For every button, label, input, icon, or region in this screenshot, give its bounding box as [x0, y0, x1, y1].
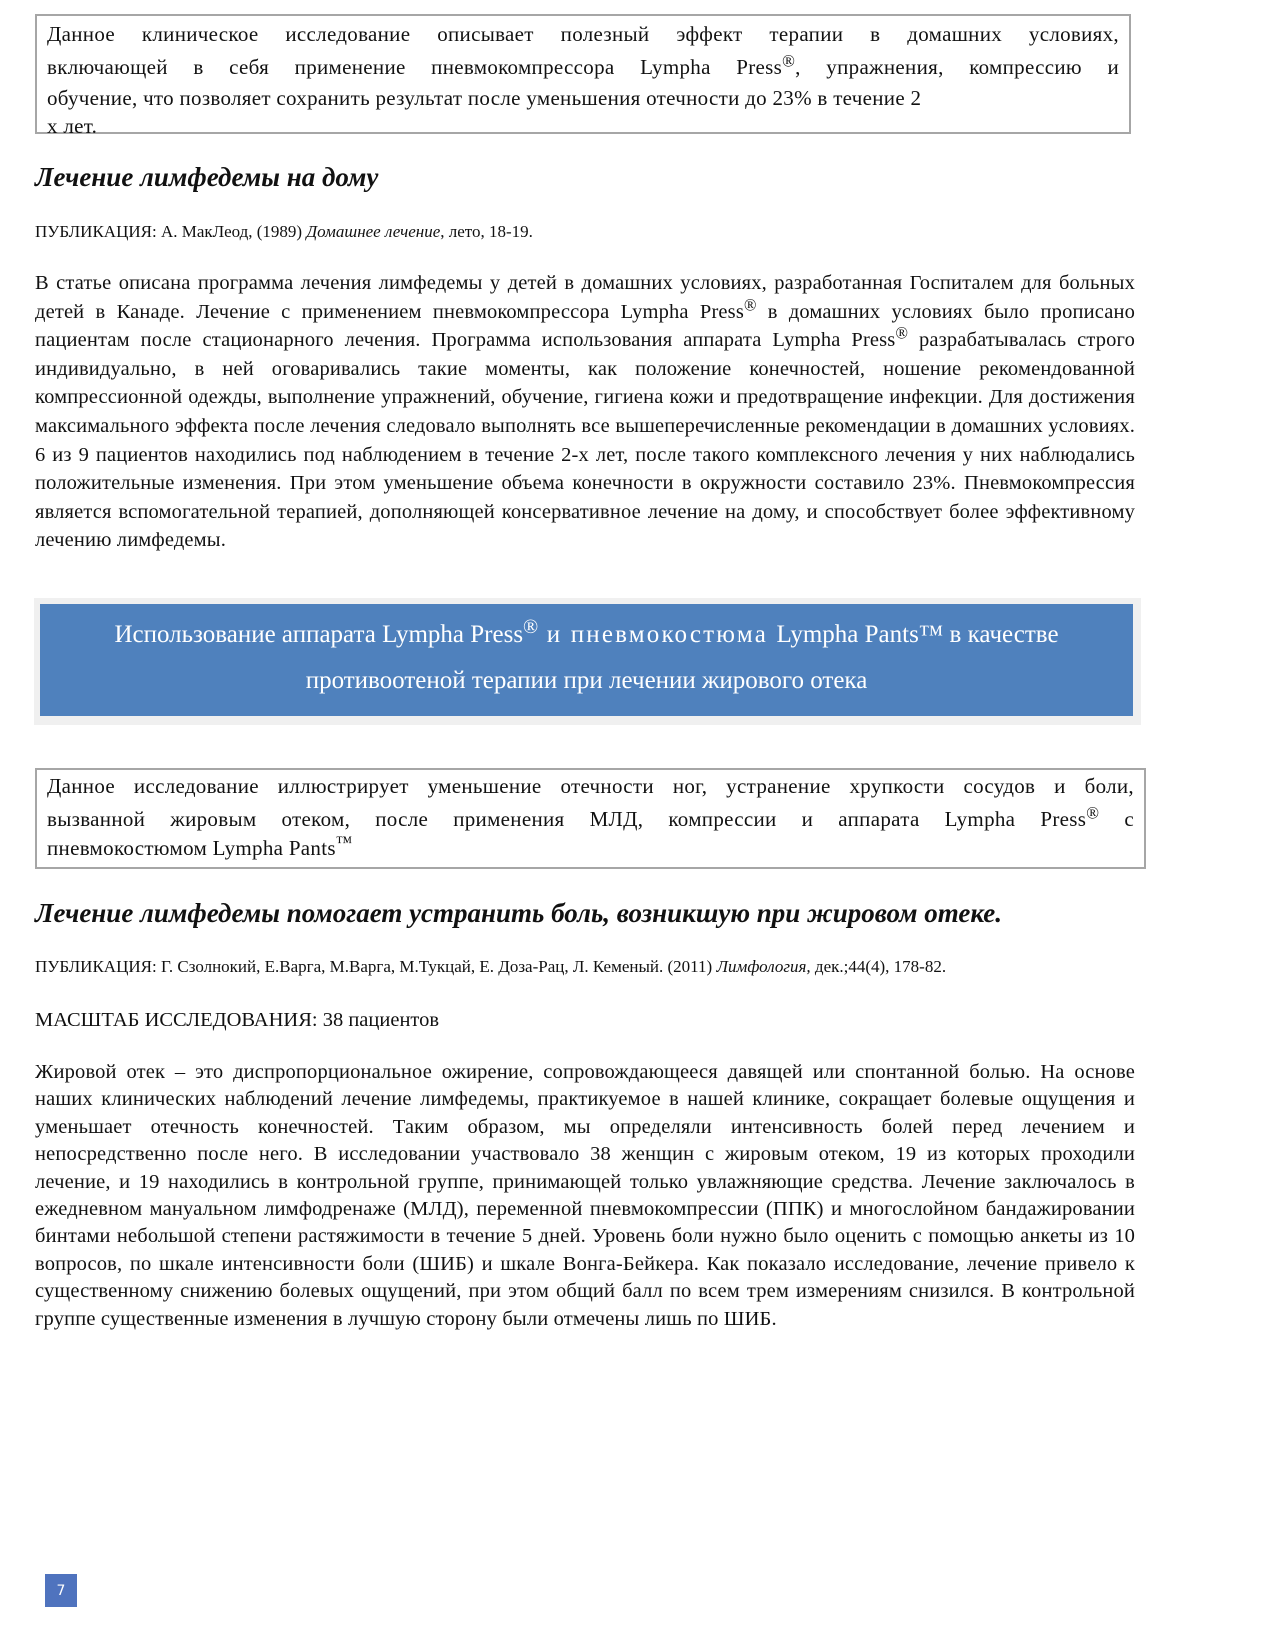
banner-line: противоотеной терапии при лечении жирового отека — [305, 667, 868, 694]
publication-label: ПУБЛИКАЦИЯ: — [35, 957, 157, 976]
section-body-lipedema-pain: Жировой отек – это диспропорциональное ожирение, сопровождающееся давящей или спонтанной болью. На основе наших клинических наблюдений лечение лимфедемы, практикуемое в нашей клинике, сокращает болевые ощущения и уменьшает отечность конечностей. Таким образом, мы определяли интенсивность болей перед лечением и непосредственно после него. В исследовании участвовало 38 женщин с жировым отеком, 19 из которых проходили лечение, и 19 находились в контрольной группе, принимающей только увлажняющие средства. Лечение заключалось в ежедневном мануальном лимфодренаже (МЛД), переменной пневмокомпрессии (ППК) и многослойном бандажировании бинтами небольшой степени растяжимости в течение 5 дней. Уровень боли нужно было оценить с помощью анкеты из 10 вопросов, по шкале интенсивности боли (ШИБ) и шкале Вонга-Бейкера. Как показало исследование, лечение привело к существенному снижению болевых ощущений, при этом общий балл по всем трем измерениям снизился. В контрольной группе существенные изменения в лучшую сторону были отмечены лишь по ШИБ. — [35, 1061, 1135, 1330]
registered-mark: ® — [743, 295, 757, 315]
page-number-badge: 7 — [45, 1574, 77, 1607]
summary-line: Данное исследование иллюстрирует уменьшение отечности ног, устранение хрупкости сосудов и боли, — [47, 774, 1134, 798]
summary-line: включающей в себя применение пневмокомпрессора Lympha Press®, упражнения, компрессию и — [47, 51, 1119, 79]
section-heading-home-treatment: Лечение лимфедемы на дому — [35, 162, 379, 192]
summary-line: пневмокостюмом Lympha Pants™ — [47, 832, 353, 860]
registered-mark: ® — [782, 51, 796, 71]
section-banner-lipedema — [40, 604, 1133, 716]
trademark-mark: ™ — [335, 832, 353, 852]
journal-title: Домашнее лечение — [306, 222, 441, 241]
summary-line: обучение, что позволяет сохранить результат после уменьшения отечности до 23% в течение 2 — [47, 86, 922, 110]
publication-citation: ПУБЛИКАЦИЯ: Г. Сзолнокий, Е.Варга, М.Варга, М.Тукцай, Е. Доза-Рац, Л. Кеменый. (2011) Лимфология, дек.;44(4), 178-82. — [35, 957, 947, 976]
banner-line: Использование аппарата Lympha Press® и пневмокостюма Lympha Pants™ в качестве — [114, 616, 1059, 648]
journal-title: Лимфология, — [716, 957, 811, 976]
publication-citation: ПУБЛИКАЦИЯ: А. МакЛеод, (1989) Домашнее лечение, лето, 18-19. — [35, 222, 533, 241]
publication-label: ПУБЛИКАЦИЯ: — [35, 222, 157, 241]
summary-line: вызванной жировым отеком, после применения МЛД, компрессии и аппарата Lympha Press® с — [47, 803, 1134, 831]
summary-box-lipedema — [35, 768, 1146, 869]
study-scale: МАСШТАБ ИССЛЕДОВАНИЯ: 38 пациентов — [35, 1009, 440, 1031]
section-heading-lipedema-pain: Лечение лимфедемы помогает устранить боль, возникшую при жировом отеке. — [35, 898, 1002, 928]
summary-box-home-therapy — [35, 14, 1131, 138]
summary-line: х лет. — [47, 114, 98, 138]
registered-mark: ® — [1086, 803, 1100, 823]
section-body-home-treatment: В статье описана программа лечения лимфедемы у детей в домашних условиях, разработанная Госпиталем для больных детей в Канаде. Лечение с применением пневмокомпрессора Lympha Press® в домашних условиях было прописано пациентам после стационарного лечения. Программа использования аппарата Lympha Press® разрабатывалась строго индивидуально, в ней оговаривались такие моменты, как положение конечностей, ношение рекомендованной компрессионной одежды, выполнение упражнений, обучение, гигиена кожи и предотвращение инфекции. Для достижения максимального эффекта после лечения следовало выполнять все вышеперечисленные рекомендации в домашних условиях. 6 из 9 пациентов находились под наблюдением в течение 2-х лет, после такого комплексного лечения у них наблюдались положительные изменения. При этом уменьшение объема конечности в окружности составило 23%. Пневмокомпрессия является вспомогательной терапией, дополняющей консервативное лечение на дому, и способствует более эффективному лечению лимфедемы. — [35, 272, 1135, 552]
registered-mark: ® — [523, 616, 539, 638]
summary-line: Данное клиническое исследование описывает полезный эффект терапии в домашних условиях, — [47, 22, 1119, 46]
registered-mark: ® — [895, 323, 909, 343]
